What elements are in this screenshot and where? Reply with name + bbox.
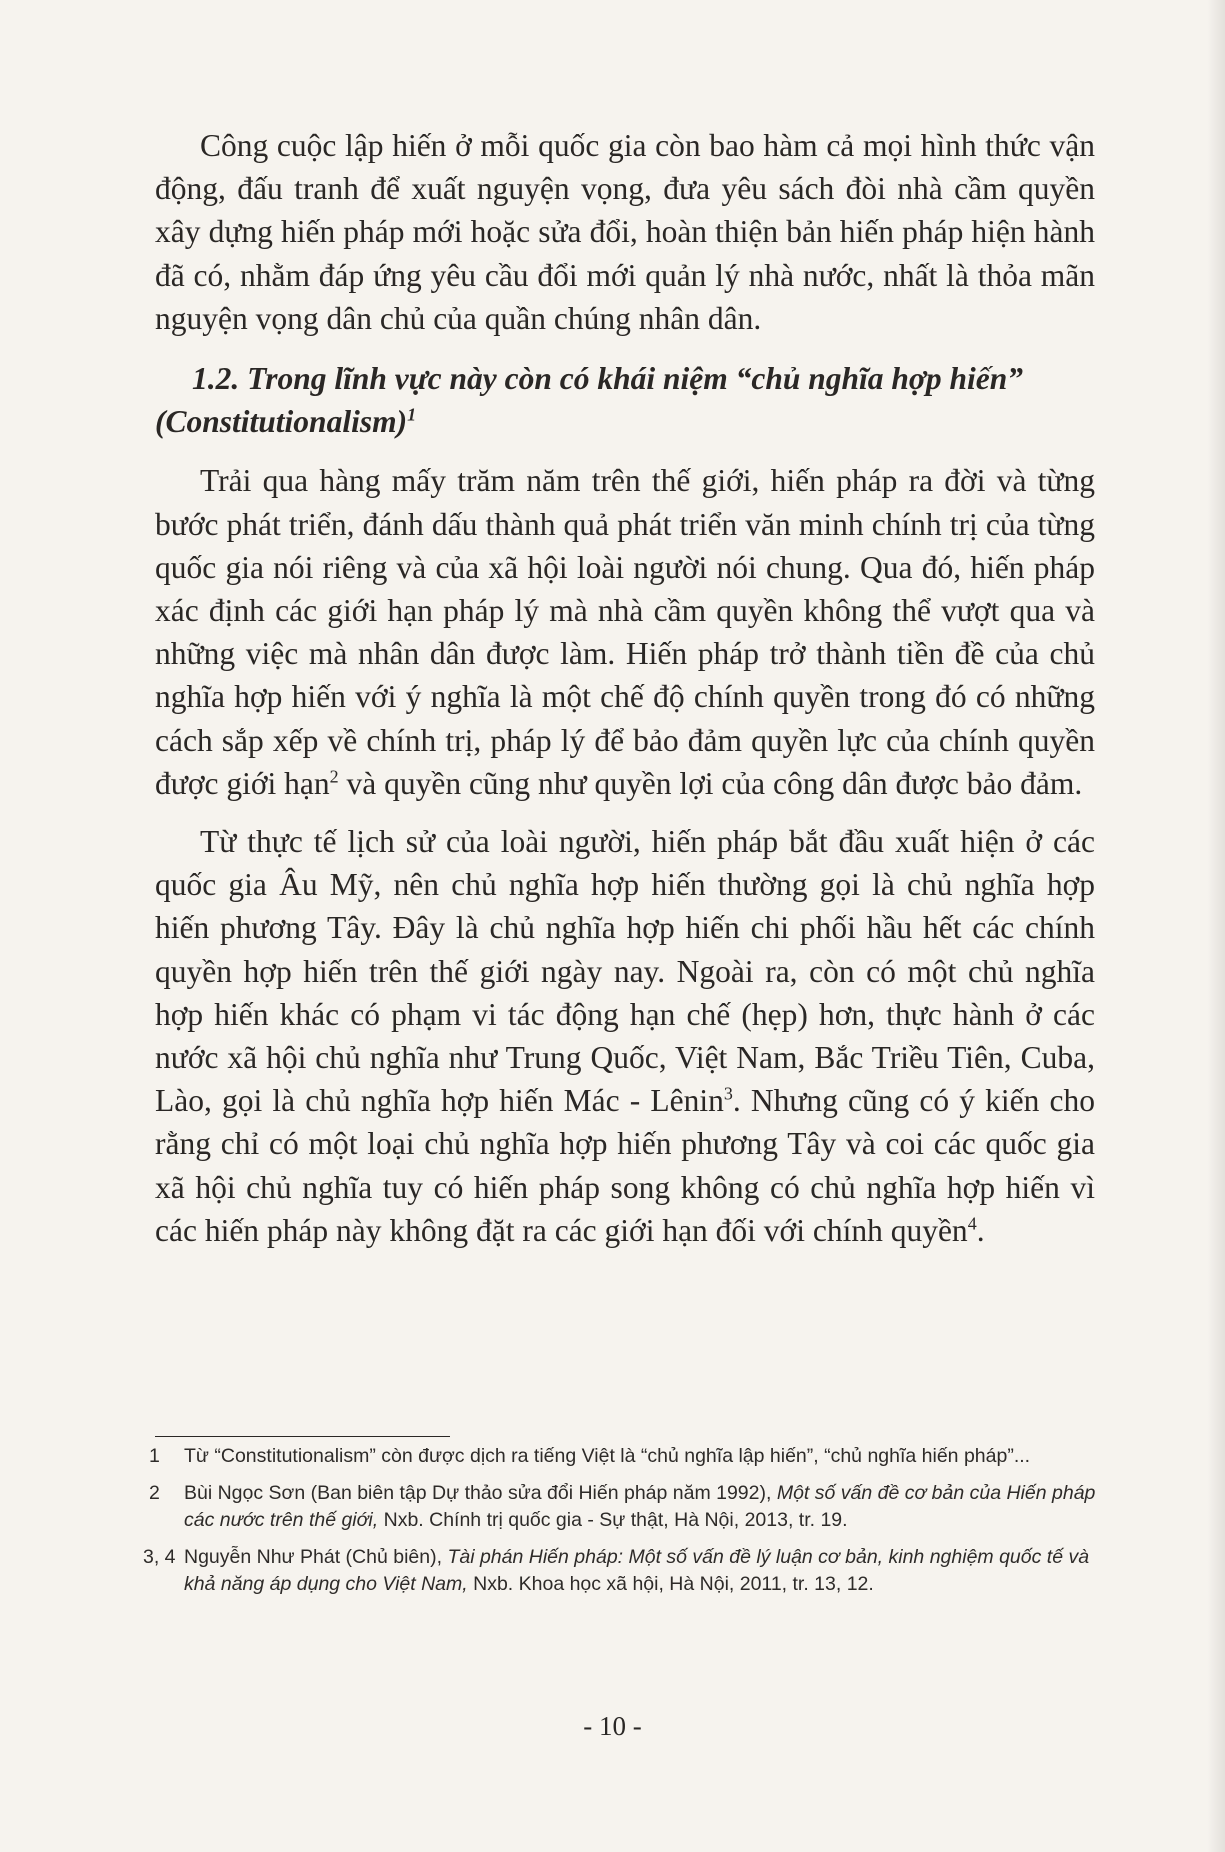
footnote-ref-1: 1: [407, 404, 417, 425]
paragraph-3-text-end: .: [976, 1212, 985, 1248]
page-edge-shadow: [1207, 0, 1225, 1852]
footnote-separator: [155, 1436, 450, 1437]
footnote-1: [149, 1443, 1099, 1471]
paragraph-3-text: Từ thực tế lịch sử của loài người, hiến pháp bắt đầu xuất hiện ở các quốc gia Âu Mỹ, nên chủ nghĩa hợp hiến thường gọi là chủ nghĩa hợp hiến phương Tây. Đây là chủ nghĩa hợp hiến chi phối hầu hết các chính quyền hợp hiến trên thế giới ngày nay. Ngoài ra, còn có một chủ nghĩa hợp hiến khác có phạm vi tác động hạn chế (hẹp) hơn, thực hành ở các nước xã hội chủ nghĩa như Trung Quốc, Việt Nam, Bắc Triều Tiên, Cuba, Lào, gọi là chủ nghĩa hợp hiến Mác - Lênin: [155, 824, 1095, 1119]
paragraph-1-text: Công cuộc lập hiến ở mỗi quốc gia còn bao hàm cả mọi hình thức vận động, đấu tranh để xuất nguyện vọng, đưa yêu sách đòi nhà cầm quyền xây dựng hiến pháp mới hoặc sửa đổi, hoàn thiện bản hiến pháp hiện hành đã có, nhằm đáp ứng yêu cầu đổi mới quản lý nhà nước, nhất là thỏa mãn nguyện vọng dân chủ của quần chúng nhân dân.: [155, 128, 1095, 336]
paragraph-3-text-middle: . Nhưng cũng có ý kiến cho rằng chỉ có một loại chủ nghĩa hợp hiến phương Tây và coi các quốc gia xã hội chủ nghĩa tuy có hiến pháp song không có chủ nghĩa hợp hiến vì các hiến pháp này không đặt ra các giới hạn đối với chính quyền: [155, 1083, 1096, 1248]
footnote-3-mark: 3, 4: [143, 1545, 176, 1568]
paragraph-3: [155, 820, 1095, 1252]
footnote-2-publisher: Nxb. Chính trị quốc gia - Sự thật, Hà Nội, 2013, tr. 19.: [378, 1509, 848, 1532]
footnote-ref-2: 2: [329, 766, 339, 787]
footnote-ref-4: 4: [967, 1213, 977, 1234]
footnote-ref-3: 3: [723, 1083, 733, 1104]
paragraph-1: [155, 124, 1095, 340]
footnote-2-title: Một số vấn đề cơ bản của Hiến pháp các nước trên thế giới,: [184, 1481, 1096, 1532]
footnote-2: [149, 1480, 1099, 1535]
section-heading: [155, 357, 1095, 443]
footnote-3-publisher: Nxb. Khoa học xã hội, Hà Nội, 2011, tr. 13, 12.: [467, 1573, 874, 1596]
footnote-3-title: Tài phán Hiến pháp: Một số vấn đề lý luận cơ bản, kinh nghiệm quốc tế và khả năng áp dụng cho Việt Nam,: [184, 1545, 1090, 1596]
footnote-2-mark: 2: [149, 1481, 160, 1504]
paragraph-2-text-end: và quyền cũng như quyền lợi của công dân được bảo đảm.: [338, 765, 1083, 801]
main-text: [155, 124, 1095, 1252]
paragraph-2: [155, 459, 1095, 805]
footnote-3: [143, 1544, 1099, 1599]
section-heading-text: 1.2. Trong lĩnh vực này còn có khái niệm “chủ nghĩa hợp hiến” (Constitutionalism): [155, 361, 1023, 440]
footnotes: [143, 1443, 1099, 1608]
page-number: - 10 -: [583, 1711, 642, 1741]
footnote-3-text: Nguyễn Như Phát (Chủ biên),: [184, 1545, 448, 1568]
footnote-1-text: Từ “Constitutionalism” còn được dịch ra tiếng Việt là “chủ nghĩa lập hiến”, “chủ nghĩa hiến pháp”...: [184, 1445, 1031, 1467]
paragraph-2-text: Trải qua hàng mấy trăm năm trên thế giới, hiến pháp ra đời và từng bước phát triển, đánh dấu thành quả phát triển văn minh chính trị của từng quốc gia nói riêng và của xã hội loài người nói chung. Qua đó, hiến pháp xác định các giới hạn pháp lý mà nhà cầm quyền không thể vượt qua và những việc mà nhân dân được làm. Hiến pháp trở thành tiền đề của chủ nghĩa hợp hiến với ý nghĩa là một chế độ chính quyền trong đó có những cách sắp xếp về chính trị, pháp lý để bảo đảm quyền lực của chính quyền được giới hạn: [155, 463, 1095, 801]
footnote-2-text: Bùi Ngọc Sơn (Ban biên tập Dự thảo sửa đổi Hiến pháp năm 1992),: [184, 1481, 777, 1504]
footnote-1-mark: 1: [149, 1445, 160, 1467]
